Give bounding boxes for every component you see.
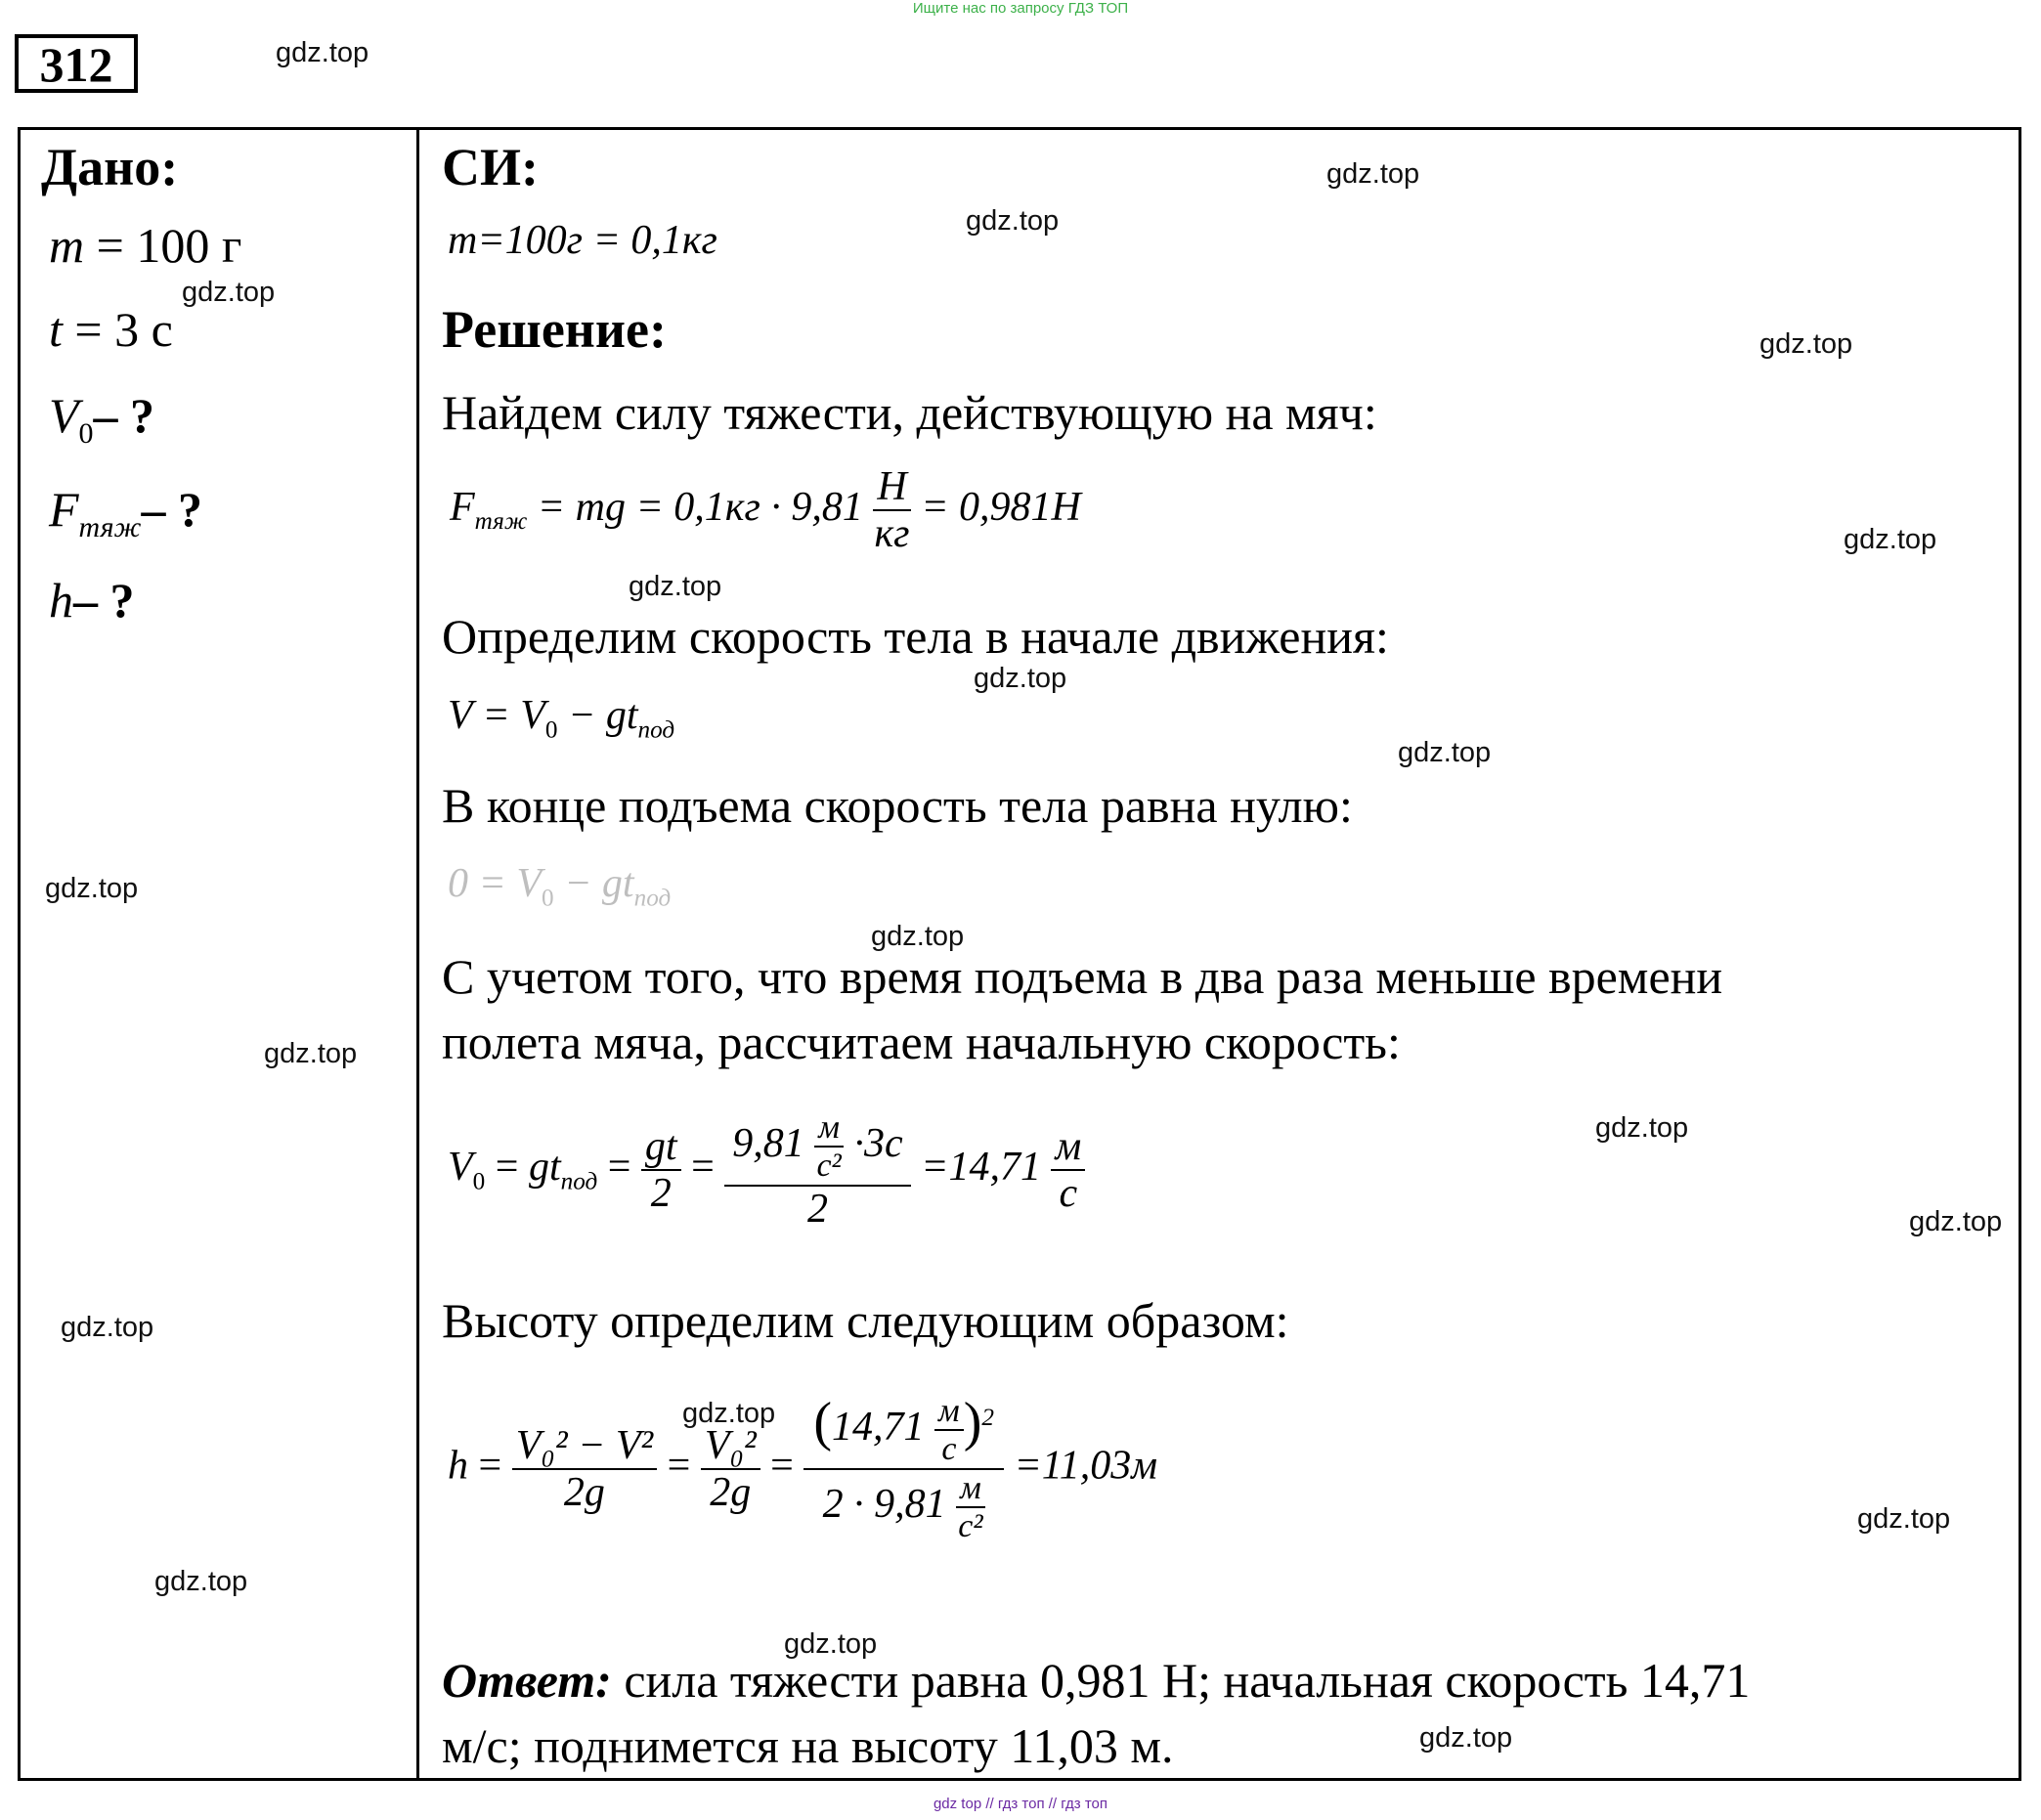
watermark: gdz.top	[1857, 1503, 1951, 1535]
watermark: gdz.top	[784, 1628, 878, 1660]
watermark: gdz.top	[61, 1312, 154, 1343]
watermark: gdz.top	[871, 921, 965, 952]
given-height-unknown: h– ?	[49, 573, 135, 628]
step2-text: Определим скорость тела в начале движения:	[442, 609, 1389, 664]
given-mass: m = 100 г	[49, 218, 242, 273]
answer-line1: Ответ: сила тяжести равна 0,981 Н; начальная скорость 14,71	[442, 1653, 1751, 1708]
watermark: gdz.top	[264, 1038, 358, 1069]
watermark: gdz.top	[1844, 524, 1937, 555]
step5-text: Высоту определим следующим образом:	[442, 1293, 1289, 1348]
watermark: gdz.top	[1326, 158, 1420, 190]
watermark: gdz.top	[45, 873, 139, 904]
watermark: gdz.top	[1759, 328, 1853, 360]
si-title: СИ:	[442, 138, 539, 196]
given-title: Дано:	[41, 138, 179, 196]
watermark: gdz.top	[1909, 1206, 2003, 1237]
formula-gravity: $F_{тяж}$ = mg = 0,1кг · 9,81 $\frac{Н}{кг}$ = 0,981Н	[450, 464, 1081, 557]
watermark: gdz.top	[182, 277, 276, 308]
si-mass: m=100г = 0,1кг	[448, 218, 717, 263]
watermark: gdz.top	[682, 1398, 776, 1429]
given-force-unknown: $F_{тяж}-$ ?	[49, 482, 202, 543]
watermark: gdz.top	[1419, 1722, 1513, 1754]
given-v0-unknown: $V_0-$ ?	[49, 388, 155, 450]
watermark: gdz.top	[1398, 737, 1492, 768]
column-divider	[416, 127, 419, 1781]
step4-text-line2: полета мяча, рассчитаем начальную скорость:	[442, 1015, 1401, 1069]
given-time: t = 3 с	[49, 302, 173, 357]
answer-line2: м/с; поднимется на высоту 11,03 м.	[442, 1718, 1174, 1773]
watermark: gdz.top	[974, 663, 1067, 694]
watermark: gdz.top	[1595, 1112, 1689, 1144]
formula-velocity: $V = V_0 - gt_{под}$	[448, 693, 675, 744]
formula-zero-velocity: $0 = V_0 - gt_{под}$	[448, 861, 672, 912]
watermark: gdz.top	[154, 1566, 248, 1597]
task-number: 312	[15, 34, 138, 93]
top-banner: Ищите нас по запросу ГДЗ ТОП	[912, 0, 1129, 17]
solution-title: Решение:	[442, 300, 667, 359]
watermark: gdz.top	[276, 37, 369, 68]
step3-text: В конце подъема скорость тела равна нулю:	[442, 778, 1353, 833]
formula-height: h = $\frac{\text{V₀² − V²}}{2g}$ = $\frac{\text{V₀²}}{2g}$ = (14,71 $\frac{м}{с}$ )$^2$ 2 · 9,81 $\frac{м}{\text{с²}}$ =11,03м	[448, 1392, 1157, 1545]
watermark: gdz.top	[966, 205, 1060, 237]
step4-text-line1: С учетом того, что время подъема в два раза меньше времени	[442, 949, 1723, 1004]
step1-text: Найдем силу тяжести, действующую на мяч:	[442, 385, 1377, 440]
formula-initial-velocity: $V_0 = gt_{под}$ = $\frac{gt}{2}$ = 9,81 $\frac{м}{\text{с²}}$ ·3с 2 =14,71 $\frac{м}{с}$	[448, 1109, 1085, 1232]
watermark: gdz.top	[629, 571, 722, 602]
bottom-banner: gdz top // гдз топ // гдз топ	[933, 1796, 1108, 1812]
